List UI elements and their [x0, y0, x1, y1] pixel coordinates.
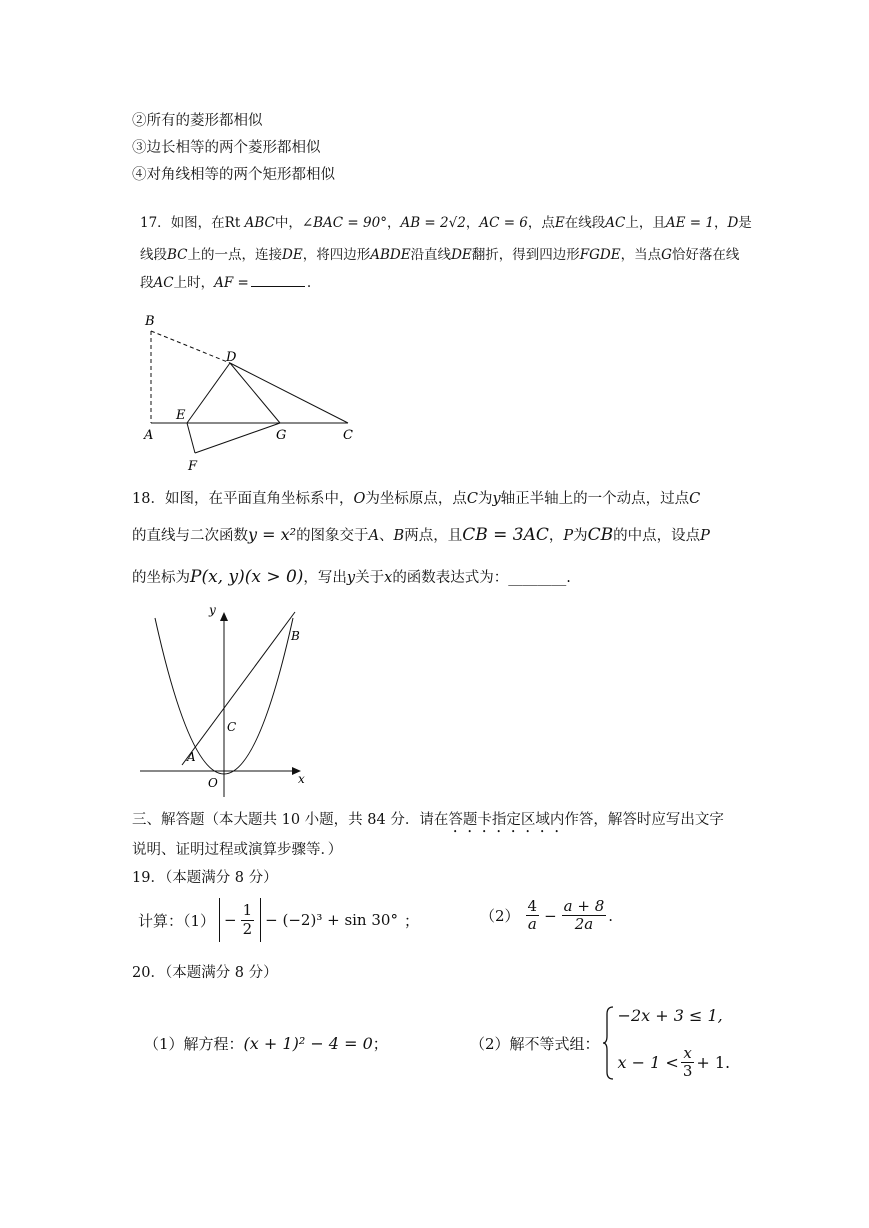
option-3: ③边长相等的两个菱形都相似	[132, 140, 321, 156]
line-AB	[182, 612, 295, 765]
label-C: C	[227, 720, 237, 734]
label-A: A	[187, 750, 196, 764]
option-4: ④对角线相等的两个矩形都相似	[132, 167, 335, 183]
label-F: F	[188, 459, 198, 474]
q19-problem-1: 计算：（1） − $\frac{1}{2}$ − (−2)³ + sin 30° ；	[138, 898, 419, 942]
segment-FG	[195, 423, 280, 453]
segment-DC	[230, 363, 348, 423]
q17-number: 17．	[140, 215, 171, 231]
q20-heading: 20．（本题满分 8 分）	[132, 965, 278, 981]
section-3-line-2: 说明、证明过程或演算步骤等．）	[132, 842, 343, 858]
label-y: y	[209, 603, 216, 617]
label-C: C	[343, 428, 353, 443]
label-E: E	[176, 408, 186, 423]
section-3-header: 三、解答题（本大题共 10 小题，共 84 分．请在答题卡指定区域内作答，解答时应写出文字	[132, 812, 724, 828]
label-A: A	[144, 428, 154, 443]
system-brace-icon	[602, 1006, 614, 1080]
q18-line-3: 的坐标为P(x, y)(x > 0)，写出y关于x的函数表达式为：________.	[132, 567, 571, 587]
q17-line-2: 线段BC上的一点，连接DE，将四边形ABDE沿直线DE翻折，得到四边形FGDE，当点G恰好落在线	[140, 247, 740, 263]
segment-DG	[230, 363, 280, 423]
segment-DE	[187, 363, 230, 423]
segment-BD-dashed	[151, 331, 230, 363]
segment-EF	[187, 423, 195, 453]
q19-problem-2: （2） $\frac{4}{a}$ − $\frac{a + 8}{2a}$ .	[480, 897, 614, 934]
q20-problem-1: （1）解方程：(x + 1)² − 4 = 0；	[144, 1034, 388, 1053]
q18-figure	[135, 600, 315, 800]
q17-line-3: 段AC上时，AF = .	[140, 275, 312, 291]
absolute-value: − $\frac{1}{2}$	[219, 898, 261, 942]
label-B: B	[291, 629, 300, 643]
y-axis-arrow-icon	[220, 612, 228, 621]
q17-figure	[130, 305, 370, 480]
label-x: x	[298, 772, 305, 786]
answer-blank	[251, 274, 305, 287]
q20-problem-2: （2）解不等式组： −2x + 3 ≤ 1, x − 1 < $\frac{x}{3}$ + 1.	[470, 1006, 731, 1080]
q19-heading: 19．（本题满分 8 分）	[132, 870, 278, 886]
q17-line-1: 17．如图，在Rt ABC中，∠BAC = 90°，AB = 2√2，AC = 6，点E在线段AC上，且AE = 1，D是	[140, 215, 752, 231]
label-O: O	[208, 776, 218, 790]
option-2: ②所有的菱形都相似	[132, 113, 263, 129]
label-D: D	[226, 350, 237, 365]
q18-line-2: 的直线与二次函数y = x²的图象交于A、B两点，且CB = 3AC，P为CB的中点，设点P	[132, 525, 710, 545]
label-G: G	[276, 428, 287, 443]
label-B: B	[145, 314, 155, 329]
q18-line-1: 18．如图，在平面直角坐标系中，O为坐标原点，点C为y轴正半轴上的一个动点，过点C	[132, 491, 701, 507]
